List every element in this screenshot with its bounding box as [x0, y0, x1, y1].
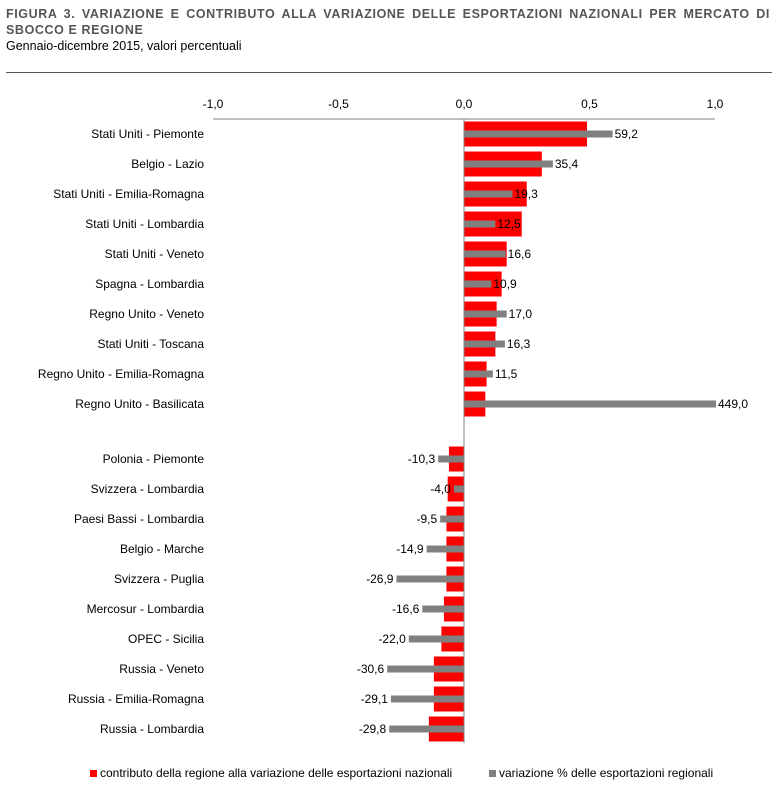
x-tick-label: -0,5: [328, 97, 349, 111]
variation-bar: [464, 281, 491, 288]
variation-data-label: 16,3: [506, 337, 531, 351]
variation-bar: [464, 251, 506, 258]
variation-bar: [440, 516, 464, 523]
category-label: Regno Unito - Veneto: [89, 307, 204, 321]
variation-data-label: -4,0: [430, 482, 451, 496]
variation-bar: [464, 311, 507, 318]
category-label: Mercosur - Lombardia: [86, 602, 204, 616]
x-tick-label: 1,0: [706, 97, 724, 111]
category-label: Russia - Veneto: [119, 662, 204, 676]
legend-label-variation: variazione % delle esportazioni regionali: [499, 766, 714, 780]
category-label: Russia - Emilia-Romagna: [67, 692, 204, 706]
variation-data-label: -29,1: [360, 692, 388, 706]
variation-bar: [464, 401, 716, 408]
variation-bar: [464, 191, 512, 198]
category-label: Polonia - Piemonte: [102, 452, 204, 466]
variation-data-label: 12,5: [497, 217, 521, 231]
variation-bar: [389, 726, 464, 733]
variation-data-label: -22,0: [378, 632, 406, 646]
category-label: Spagna - Lombardia: [95, 277, 204, 291]
category-label: Svizzera - Lombardia: [90, 482, 204, 496]
variation-data-label: 59,2: [614, 127, 638, 141]
category-label: Stati Uniti - Toscana: [97, 337, 204, 351]
legend-item-contribution: [90, 766, 452, 780]
legend-swatch-contribution: [90, 770, 97, 777]
category-label: Stati Uniti - Lombardia: [85, 217, 204, 231]
variation-data-label: -14,9: [396, 542, 424, 556]
variation-data-label: -10,3: [407, 452, 436, 466]
variation-data-label: 35,4: [554, 157, 579, 171]
variation-bar: [427, 546, 464, 553]
variation-data-label: -30,6: [356, 662, 385, 676]
category-label: Stati Uniti - Emilia-Romagna: [53, 187, 204, 201]
variation-data-label: 16,6: [507, 247, 532, 261]
category-label: Regno Unito - Basilicata: [75, 397, 204, 411]
variation-bar: [438, 456, 464, 463]
x-tick-label: -1,0: [202, 97, 224, 111]
variation-data-label: -26,9: [366, 572, 394, 586]
variation-data-label: 11,5: [494, 367, 518, 381]
variation-bar: [454, 486, 464, 493]
variation-bar: [464, 221, 495, 228]
variation-bar: [396, 576, 464, 583]
variation-data-label: -9,5: [416, 512, 438, 526]
x-tick-label: 0,0: [455, 97, 473, 111]
variation-bar: [422, 606, 464, 613]
category-label: Belgio - Lazio: [131, 157, 204, 171]
variation-bar: [387, 666, 464, 673]
variation-data-label: 17,0: [508, 307, 533, 321]
variation-bar: [464, 131, 613, 138]
chart-title: FIGURA 3. VARIAZIONE E CONTRIBUTO ALLA VARIAZIONE DELLE ESPORTAZIONI NAZIONALI PER MERCATO DI SBOCCO E REGIONE: [6, 7, 770, 37]
variation-data-label: 449,0: [718, 397, 749, 411]
chart-subtitle: Gennaio-dicembre 2015, valori percentuali: [6, 39, 242, 53]
legend-item-variation: [489, 766, 713, 780]
category-label: Paesi Bassi - Lombardia: [73, 512, 204, 526]
variation-data-label: -16,6: [391, 602, 420, 616]
variation-bar: [409, 636, 464, 643]
category-label: Belgio - Marche: [119, 542, 204, 556]
variation-data-label: 10,9: [493, 277, 517, 291]
legend-swatch-variation: [489, 770, 496, 777]
category-label: Stati Uniti - Piemonte: [91, 127, 204, 141]
variation-bar: [464, 161, 553, 168]
variation-bar: [391, 696, 464, 703]
category-label: Svizzera - Puglia: [113, 572, 204, 586]
legend-label-contribution: contributo della regione alla variazione delle esportazioni nazionali: [100, 766, 453, 780]
variation-bar: [464, 341, 505, 348]
variation-data-label: 19,3: [514, 187, 538, 201]
category-label: Stati Uniti - Veneto: [104, 247, 204, 261]
x-tick-label: 0,5: [581, 97, 598, 111]
variation-bar: [464, 371, 493, 378]
category-label: OPEC - Sicilia: [127, 632, 204, 646]
variation-data-label: -29,8: [358, 722, 387, 736]
category-label: Regno Unito - Emilia-Romagna: [37, 367, 204, 381]
category-label: Russia - Lombardia: [99, 722, 204, 736]
